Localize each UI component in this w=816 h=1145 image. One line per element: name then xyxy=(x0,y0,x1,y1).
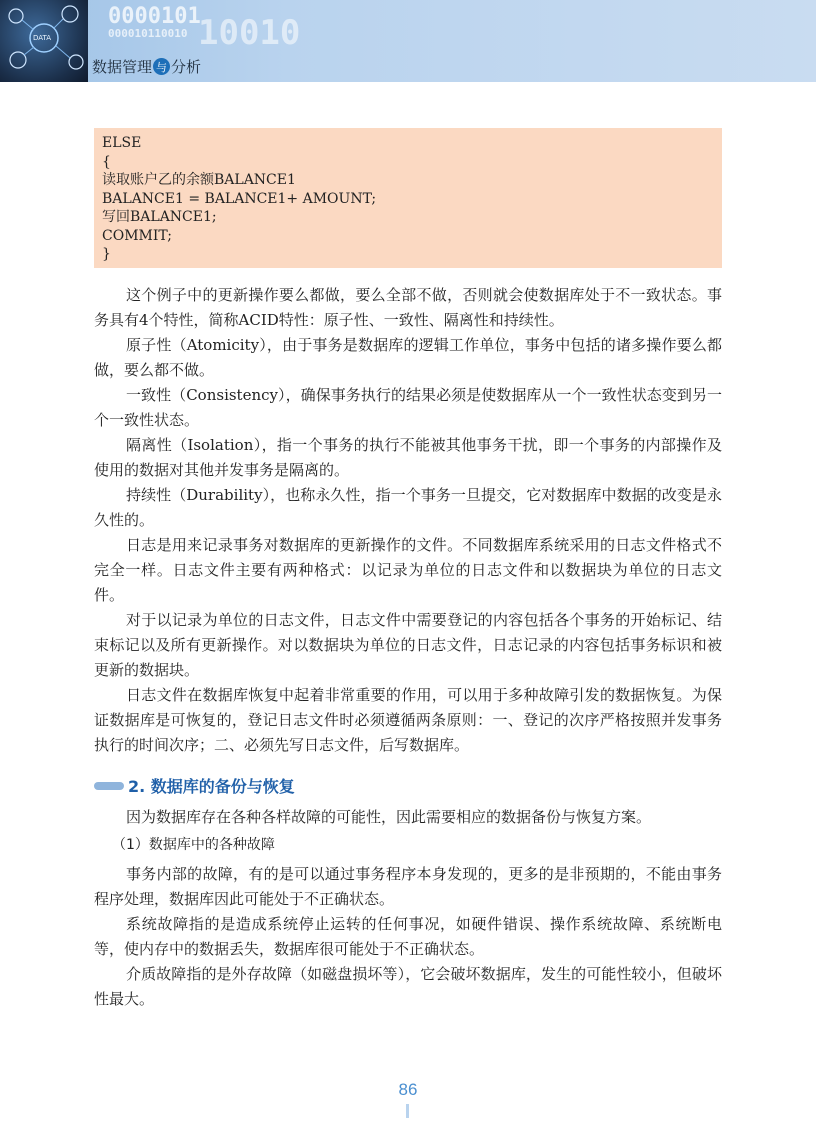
binary-decoration xyxy=(108,4,301,53)
svg-text:DATA: DATA xyxy=(33,34,52,42)
page-number: 86 xyxy=(398,1080,418,1099)
code-line: 读取账户乙的余额BALANCE1 xyxy=(102,172,296,188)
binary-line-1: 0000101 xyxy=(108,4,201,29)
book-title xyxy=(92,56,201,77)
binary-line-2: 000010110010 xyxy=(108,27,188,40)
binary-line-3: 10010 xyxy=(198,13,301,53)
page-body xyxy=(94,283,722,1012)
code-block xyxy=(94,128,722,268)
paragraph: 系统故障指的是造成系统停止运转的任何事况，如硬件错误、操作系统故障、系统断电等，使内存中的数据丢失，数据库很可能处于不正确状态。 xyxy=(94,915,722,958)
paragraph: 原子性（Atomicity），由于事务是数据库的逻辑工作单位，事务中包括的诸多操作要么都做，要么都不做。 xyxy=(94,336,722,379)
paragraph: 这个例子中的更新操作要么都做，要么全部不做，否则就会使数据库处于不一致状态。事务具有4个特性，简称ACID特性：原子性、一致性、隔离性和持续性。 xyxy=(94,286,722,329)
paragraph: 日志文件在数据库恢复中起着非常重要的作用，可以用于多种故障引发的数据恢复。为保证数据库是可恢复的，登记日志文件时必须遵循两条原则：一、登记的次序严格按照并发事务执行的时间次序；二、必须先写日志文件，后写数据库。 xyxy=(94,686,722,754)
network-graphic-icon xyxy=(0,0,88,82)
book-title-part1: 数据管理 xyxy=(92,58,153,76)
paragraph: 事务内部的故障，有的是可以通过事务程序本身发现的，更多的是非预期的，不能由事务程序处理，数据库因此可能处于不正确状态。 xyxy=(94,865,722,908)
page-number-tick xyxy=(406,1104,409,1118)
section-intro: 因为数据库存在各种各样故障的可能性，因此需要相应的数据备份与恢复方案。 xyxy=(126,808,652,826)
section-heading xyxy=(94,774,722,797)
paragraph: 日志是用来记录事务对数据库的更新操作的文件。不同数据库系统采用的日志文件格式不完全一样。日志文件主要有两种格式：以记录为单位的日志文件和以数据块为单位的日志文件。 xyxy=(94,536,722,604)
code-line: { xyxy=(102,153,111,170)
code-line: 写回BALANCE1; xyxy=(102,209,217,225)
section-heading-text: 2. 数据库的备份与恢复 xyxy=(128,777,295,796)
book-title-part2: 分析 xyxy=(171,58,202,76)
code-line: } xyxy=(102,246,111,262)
paragraph: 持续性（Durability），也称永久性，指一个事务一旦提交，它对数据库中数据的改变是永久性的。 xyxy=(94,486,722,529)
book-title-connector: 与 xyxy=(153,58,170,75)
paragraph: 介质故障指的是外存故障（如磁盘损坏等），它会破坏数据库，发生的可能性较小，但破坏性最大。 xyxy=(94,965,722,1008)
paragraph: 一致性（Consistency），确保事务执行的结果必须是使数据库从一个一致性状态变到另一个一致性状态。 xyxy=(94,386,722,429)
code-line: ELSE xyxy=(102,135,142,151)
heading-bar-icon xyxy=(94,782,124,790)
paragraph: 隔离性（Isolation），指一个事务的执行不能被其他事务干扰，即一个事务的内部操作及使用的数据对其他并发事务是隔离的。 xyxy=(94,436,722,479)
code-line: BALANCE1 = BALANCE1+ AMOUNT; xyxy=(102,190,377,207)
page-header xyxy=(0,0,816,82)
data-management-illustration xyxy=(0,0,88,82)
code-line: COMMIT; xyxy=(102,227,172,244)
subsection-heading: （1）数据库中的各种故障 xyxy=(112,837,275,853)
paragraph: 对于以记录为单位的日志文件，日志文件中需要登记的内容包括各个事务的开始标记、结束标记以及所有更新操作。对以数据块为单位的日志文件，日志记录的内容包括事务标识和被更新的数据块。 xyxy=(94,611,722,679)
